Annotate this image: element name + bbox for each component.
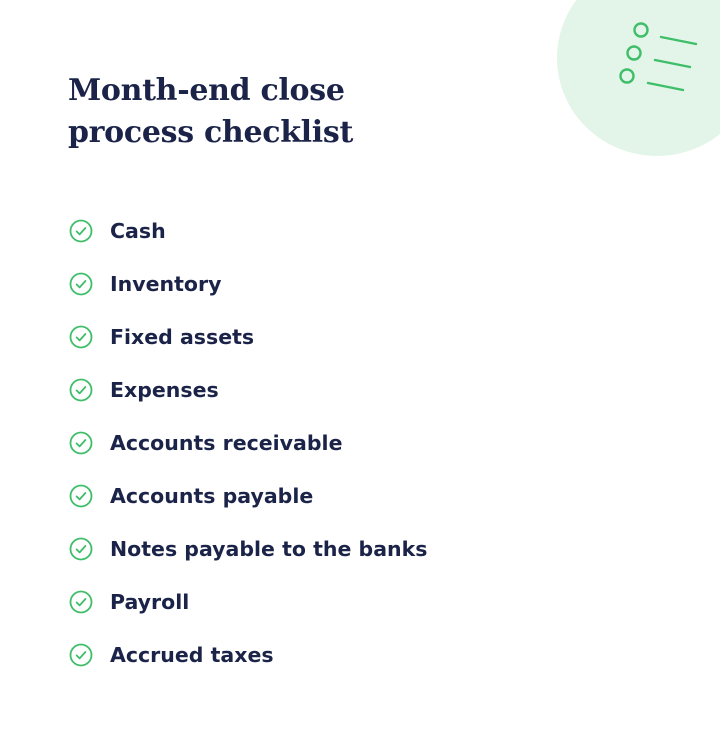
checklist-item-label: Payroll [110,589,190,614]
checklist-lines-icon [610,16,700,100]
list-item [68,522,428,575]
check-circle-icon [68,377,94,403]
checklist-item-label: Cash [110,218,166,243]
list-item [68,257,428,310]
check-circle-icon [68,483,94,509]
check-circle-icon [68,536,94,562]
check-circle-icon [68,271,94,297]
check-circle-icon [68,642,94,668]
check-circle-icon [68,430,94,456]
checklist-item-label: Accounts payable [110,483,314,508]
list-item [68,363,428,416]
list-item [68,310,428,363]
checklist [68,204,428,681]
checklist-item-label: Inventory [110,271,222,296]
checklist-item-label: Fixed assets [110,324,255,349]
checklist-item-label: Expenses [110,377,219,402]
check-circle-icon [68,589,94,615]
check-circle-icon [68,324,94,350]
title-line-1: Month-end close [68,73,345,108]
checklist-item-label: Accrued taxes [110,642,274,667]
list-item [68,416,428,469]
checklist-item-label: Notes payable to the banks [110,536,428,561]
title-line-2: process checklist [68,115,354,150]
check-circle-icon [68,218,94,244]
list-item [68,204,428,257]
page-title [68,70,548,154]
list-item [68,628,428,681]
list-item [68,575,428,628]
list-item [68,469,428,522]
checklist-item-label: Accounts receivable [110,430,343,455]
